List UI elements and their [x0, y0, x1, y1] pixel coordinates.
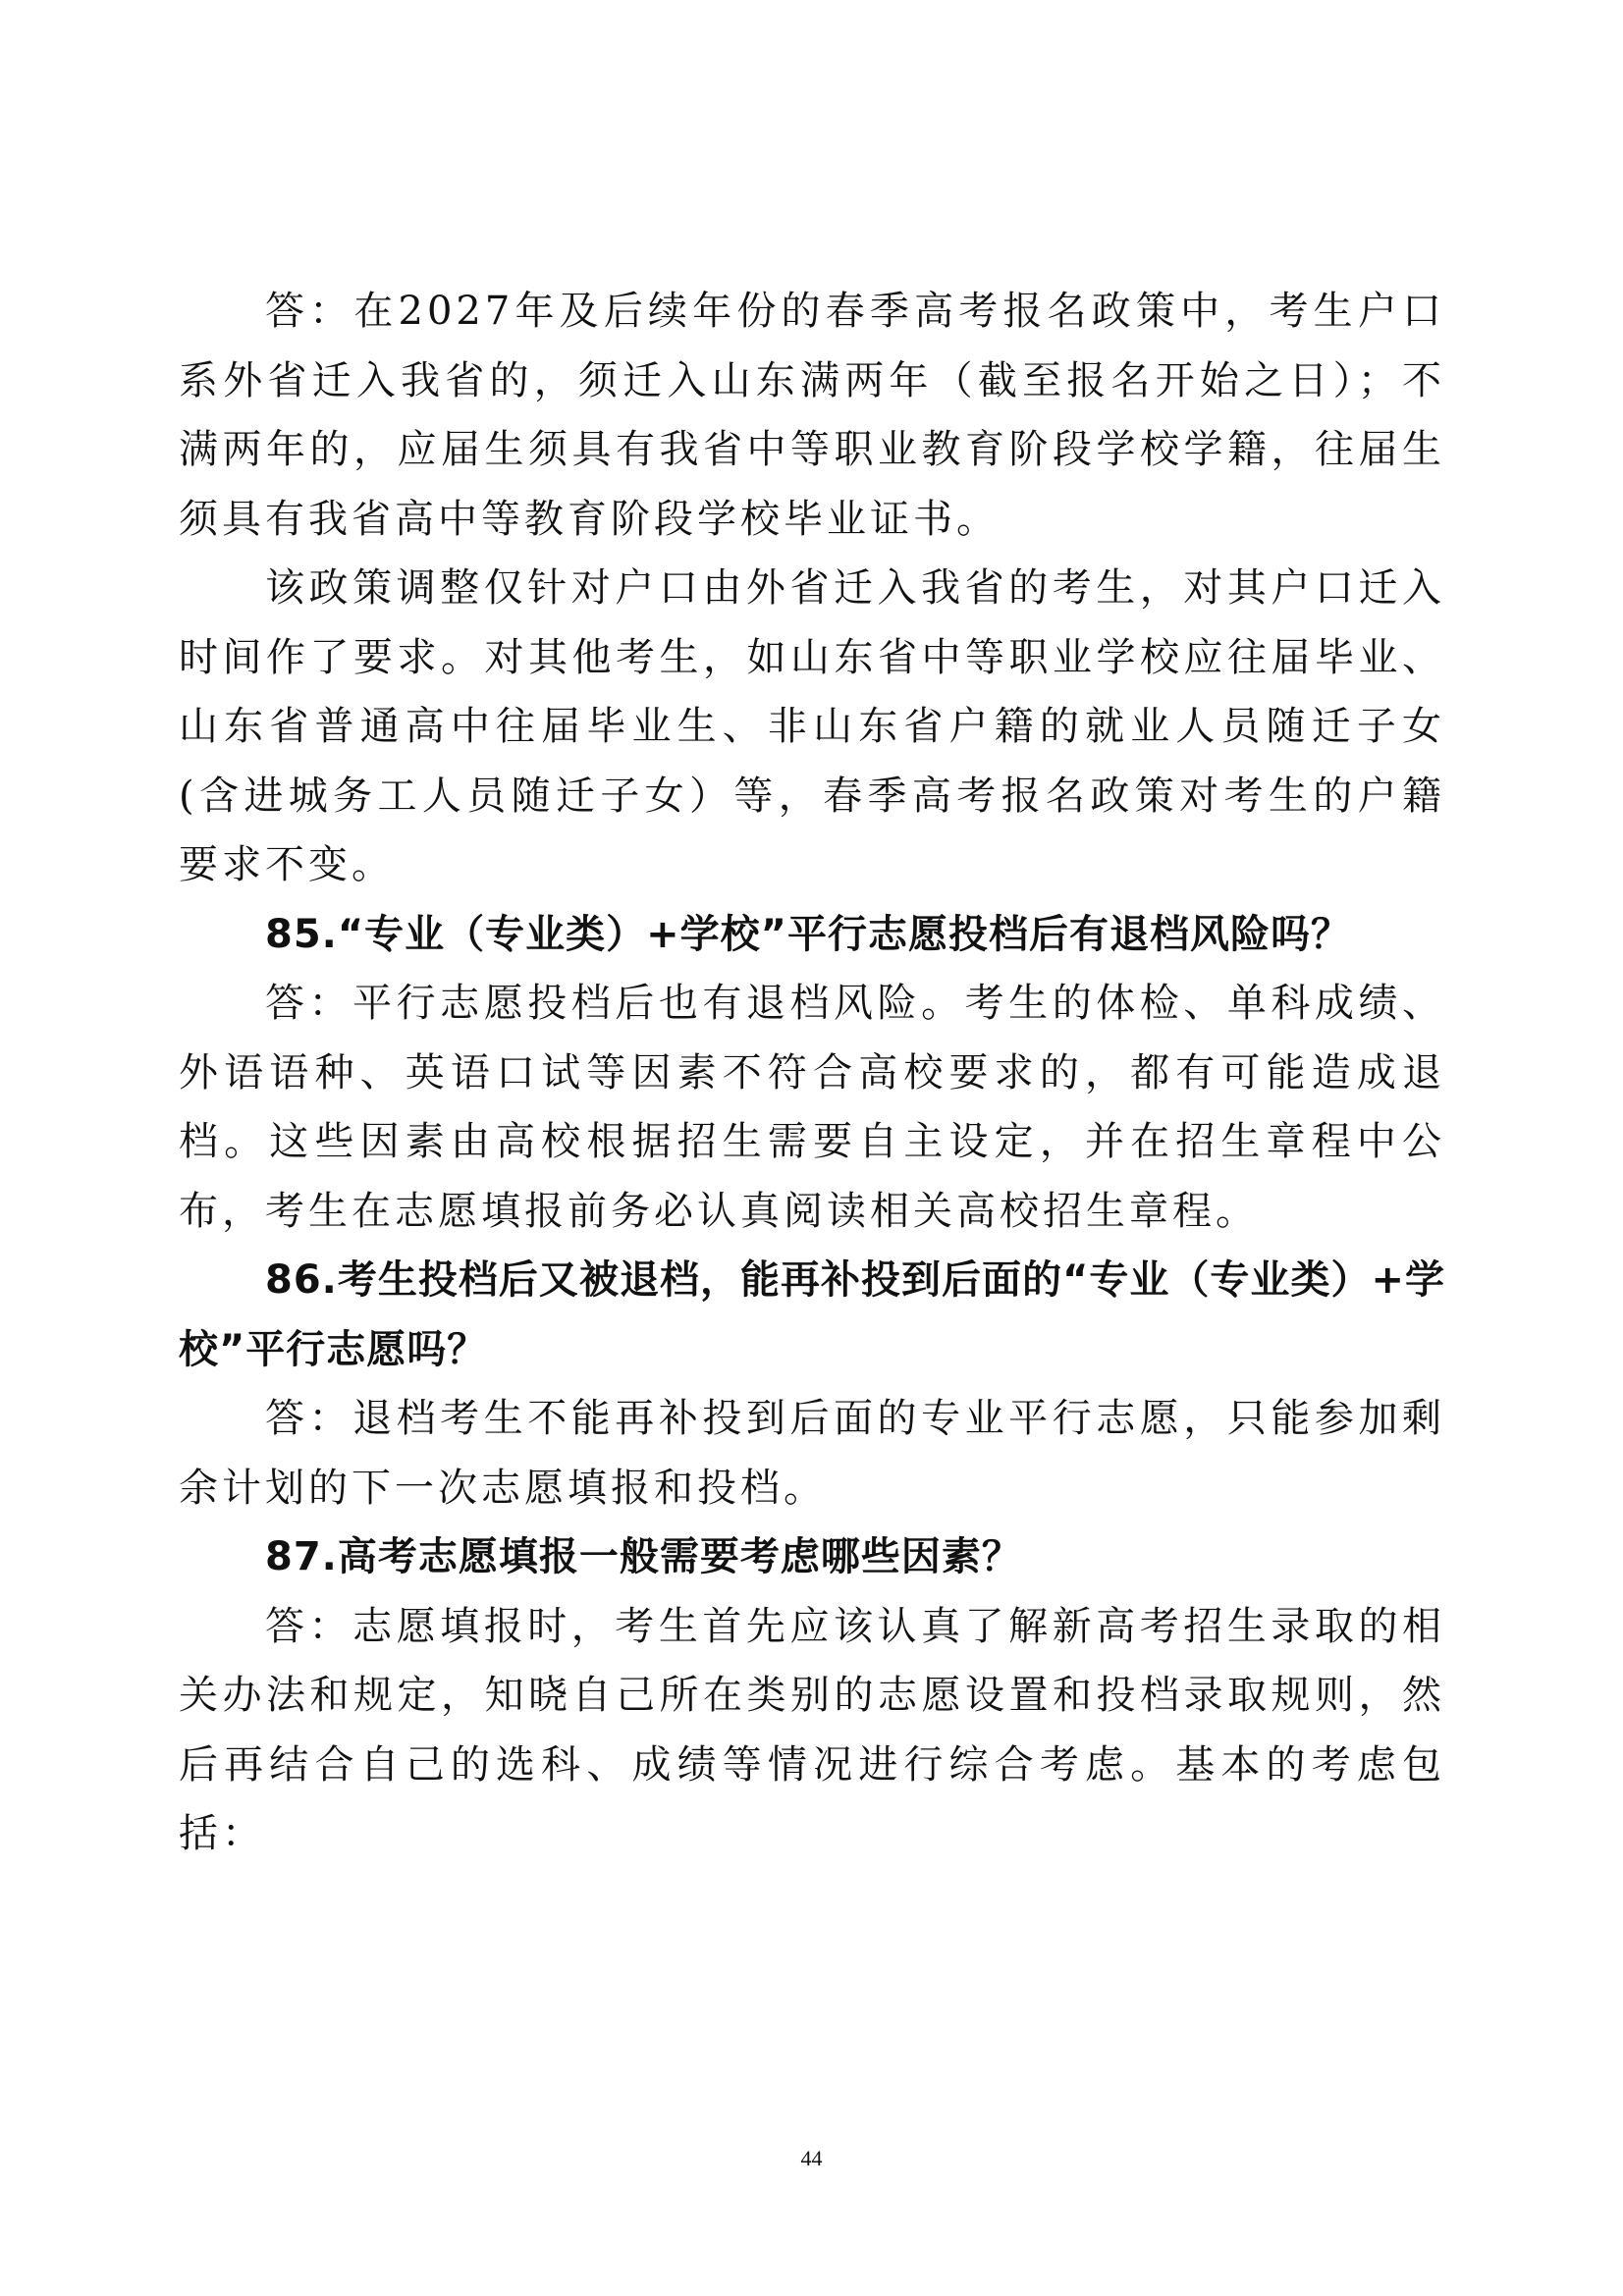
- answer-paragraph-84: 答：在2027年及后续年份的春季高考报名政策中，考生户口系外省迁入我省的，须迁入山东满两年（截至报名开始之日）；不满两年的，应届生须具有我省中等职业教育阶段学校学籍，往届生须具有我省高中等教育阶段学校毕业证书。: [179, 289, 1445, 542]
- page-number: 44: [800, 2146, 823, 2170]
- question-heading-87: 87.高考志愿填报一般需要考虑哪些因素？: [265, 1534, 1022, 1579]
- answer-paragraph-87: 答：志愿填报时，考生首先应该认真了解新高考招生录取的相关办法和规定，知晓自己所在类别的志愿设置和投档录取规则，然后再结合自己的选科、成绩等情况进行综合考虑。基本的考虑包括：: [179, 1603, 1445, 1856]
- answer-paragraph-84-continued: 该政策调整仅针对户口由外省迁入我省的考生，对其户口迁入时间作了要求。对其他考生，如山东省中等职业学校应往届毕业、山东省普通高中往届毕业生、非山东省户籍的就业人员随迁子女(含进城务工人员随迁子女）等，春季高考报名政策对考生的户籍要求不变。: [179, 565, 1445, 887]
- page-body: [179, 277, 1445, 1869]
- question-heading-86: 86.考生投档后又被退档，能再补投到后面的“专业（专业类）+学校”平行志愿吗？: [179, 1257, 1445, 1372]
- answer-paragraph-86: 答：退档考生不能再补投到后面的专业平行志愿，只能参加剩余计划的下一次志愿填报和投档。: [179, 1396, 1445, 1511]
- answer-paragraph-85: 答：平行志愿投档后也有退档风险。考生的体检、单科成绩、外语语种、英语口试等因素不符合高校要求的，都有可能造成退档。这些因素由高校根据招生需要自主设定，并在招生章程中公布，考生在志愿填报前务必认真阅读相关高校招生章程。: [179, 981, 1445, 1234]
- question-heading-85: 85.“专业（专业类）+学校”平行志愿投档后有退档风险吗？: [265, 911, 1351, 957]
